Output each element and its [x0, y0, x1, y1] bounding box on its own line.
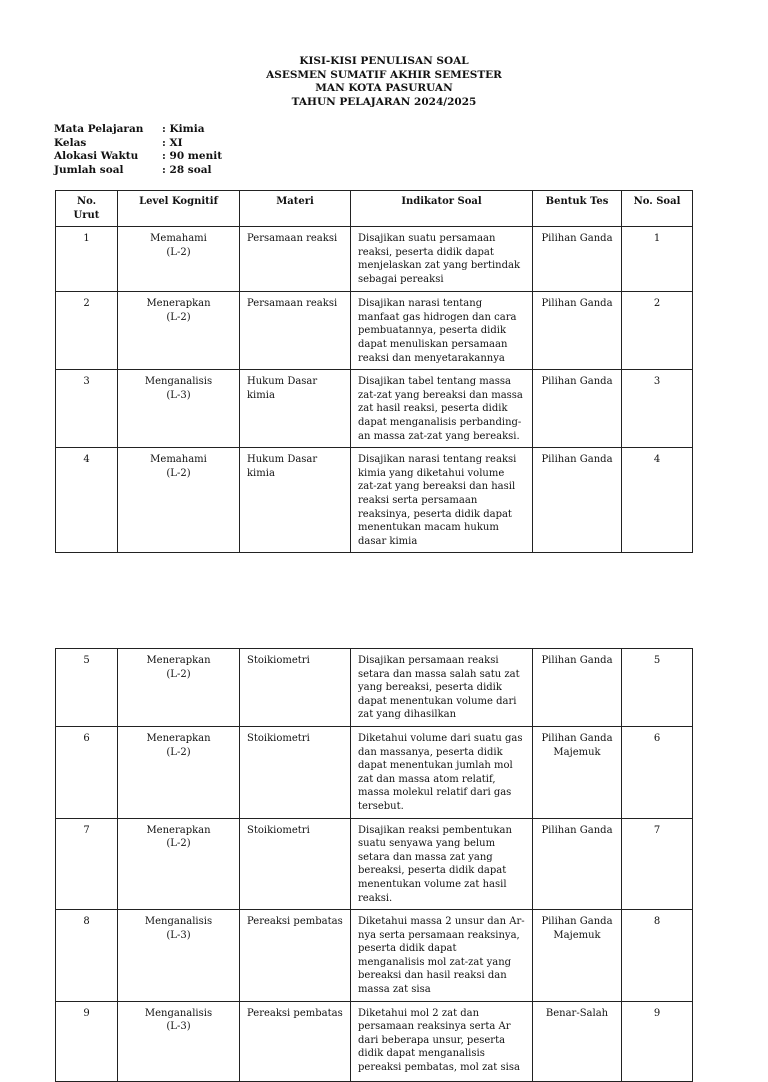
title-line: MAN KOTA PASURUAN — [315, 82, 453, 94]
cell-soal: 5 — [622, 649, 693, 727]
cell-indikator: Disajikan reaksi pembentukan suatu senyawa yang belum setara dan massa zat yang bereaksi, peserta didik dapat menentukan volume zat hasil reaksi. — [351, 818, 533, 910]
cell-no: 6 — [56, 726, 118, 818]
cell-level: Memahami (L-2) — [118, 227, 240, 292]
cell-bentuk: Pilihan Ganda — [533, 227, 622, 292]
cell-indikator: Disajikan persamaan reaksi setara dan massa salah satu zat yang bereaksi, peserta didik dapat menentukan volume dari zat yang dihasilkan — [351, 649, 533, 727]
meta-row — [54, 164, 222, 178]
kisi-kisi-table — [55, 190, 693, 553]
header-level-kognitif: Level Kognitif — [118, 191, 240, 227]
cell-soal: 4 — [622, 448, 693, 553]
cell-soal: 1 — [622, 227, 693, 292]
title-line: TAHUN PELAJARAN 2024/2025 — [291, 95, 477, 108]
cell-level: Menerapkan (L-2) — [118, 649, 240, 727]
cell-indikator: Diketahui mol 2 zat dan persamaan reaksinya serta Ar dari beberapa unsur, peserta didik dapat menganalisis pereaksi pembatas, mol zat sisa — [351, 1001, 533, 1081]
cell-materi: Persamaan reaksi — [240, 227, 351, 292]
meta-key: Mata Pelajaran — [54, 123, 144, 135]
meta-key: Jumlah soal — [54, 163, 124, 176]
header-no-urut: No. Urut — [56, 191, 118, 227]
meta-row — [54, 150, 222, 164]
cell-level: Menerapkan (L-2) — [118, 818, 240, 910]
cell-soal: 2 — [622, 292, 693, 370]
meta-row — [54, 123, 222, 137]
cell-indikator: Disajikan suatu persamaan reaksi, peserta didik dapat menjelaskan zat yang bertindak sebagai pereaksi — [351, 227, 533, 292]
cell-materi: Hukum Dasar kimia — [240, 370, 351, 448]
cell-soal: 7 — [622, 818, 693, 910]
cell-no: 9 — [56, 1001, 118, 1081]
cell-level: Memahami (L-2) — [118, 448, 240, 553]
header-materi: Materi — [240, 191, 351, 227]
cell-materi: Pereaksi pembatas — [240, 1001, 351, 1081]
cell-bentuk: Pilihan Ganda Majemuk — [533, 910, 622, 1002]
cell-bentuk: Pilihan Ganda — [533, 292, 622, 370]
meta-value: : XI — [162, 136, 183, 149]
table-header-row — [56, 191, 693, 227]
cell-soal: 8 — [622, 910, 693, 1002]
cell-indikator: Disajikan narasi tentang reaksi kimia yang diketahui volume zat-zat yang bereaksi dan hasil reaksi serta persamaan reaksinya, peserta didik dapat menentukan macam hukum dasar kimia — [351, 448, 533, 553]
meta-row — [54, 137, 222, 151]
cell-bentuk: Pilihan Ganda — [533, 448, 622, 553]
cell-materi: Pereaksi pembatas — [240, 910, 351, 1002]
meta-value: : Kimia — [162, 123, 205, 135]
cell-level: Menerapkan (L-2) — [118, 726, 240, 818]
cell-no: 2 — [56, 292, 118, 370]
cell-no: 8 — [56, 910, 118, 1002]
subject-info — [54, 123, 222, 177]
table-row — [56, 292, 693, 370]
cell-materi: Stoikiometri — [240, 649, 351, 727]
cell-bentuk: Pilihan Ganda Majemuk — [533, 726, 622, 818]
cell-materi: Hukum Dasar kimia — [240, 448, 351, 553]
table-row — [56, 649, 693, 727]
table-row — [56, 910, 693, 1002]
cell-materi: Stoikiometri — [240, 818, 351, 910]
cell-bentuk: Pilihan Ganda — [533, 818, 622, 910]
cell-indikator: Disajikan tabel tentang massa zat-zat yang bereaksi dan massa zat hasil reaksi, peserta didik dapat menganalisis perbanding-an massa zat-zat yang bereaksi. — [351, 370, 533, 448]
cell-materi: Stoikiometri — [240, 726, 351, 818]
meta-value: : 90 menit — [162, 150, 223, 162]
cell-level: Menganalisis (L-3) — [118, 910, 240, 1002]
meta-value: : 28 soal — [162, 163, 212, 176]
document-title — [0, 55, 768, 109]
table-row — [56, 1001, 693, 1081]
table-row — [56, 726, 693, 818]
cell-bentuk: Pilihan Ganda — [533, 649, 622, 727]
table-row — [56, 370, 693, 448]
cell-indikator: Diketahui volume dari suatu gas dan massanya, peserta didik dapat menentukan jumlah mol zat dan massa atom relatif, massa molekul relatif dari gas tersebut. — [351, 726, 533, 818]
cell-indikator: Disajikan narasi tentang manfaat gas hidrogen dan cara pembuatannya, peserta didik dapat menuliskan persamaan reaksi dan menyetarakannya — [351, 292, 533, 370]
kisi-kisi-table-continued — [55, 648, 693, 1082]
cell-indikator: Diketahui massa 2 unsur dan Ar-nya serta persamaan reaksinya, peserta didik dapat menganalisis mol zat-zat yang bereaksi dan hasil reaksi dan massa zat sisa — [351, 910, 533, 1002]
table-row — [56, 818, 693, 910]
cell-no: 5 — [56, 649, 118, 727]
meta-key: Alokasi Waktu — [54, 150, 139, 162]
cell-no: 4 — [56, 448, 118, 553]
title-line: ASESMEN SUMATIF AKHIR SEMESTER — [266, 68, 502, 81]
cell-bentuk: Benar-Salah — [533, 1001, 622, 1081]
cell-level: Menganalisis (L-3) — [118, 1001, 240, 1081]
cell-no: 7 — [56, 818, 118, 910]
cell-no: 3 — [56, 370, 118, 448]
cell-soal: 9 — [622, 1001, 693, 1081]
header-bentuk-tes: Bentuk Tes — [533, 191, 622, 227]
table-row — [56, 227, 693, 292]
cell-soal: 3 — [622, 370, 693, 448]
meta-key: Kelas — [54, 136, 87, 149]
cell-bentuk: Pilihan Ganda — [533, 370, 622, 448]
header-no-soal: No. Soal — [622, 191, 693, 227]
cell-soal: 6 — [622, 726, 693, 818]
title-line: KISI-KISI PENULISAN SOAL — [299, 55, 469, 67]
cell-no: 1 — [56, 227, 118, 292]
cell-level: Menganalisis (L-3) — [118, 370, 240, 448]
cell-materi: Persamaan reaksi — [240, 292, 351, 370]
header-indikator-soal: Indikator Soal — [351, 191, 533, 227]
cell-level: Menerapkan (L-2) — [118, 292, 240, 370]
table-row — [56, 448, 693, 553]
